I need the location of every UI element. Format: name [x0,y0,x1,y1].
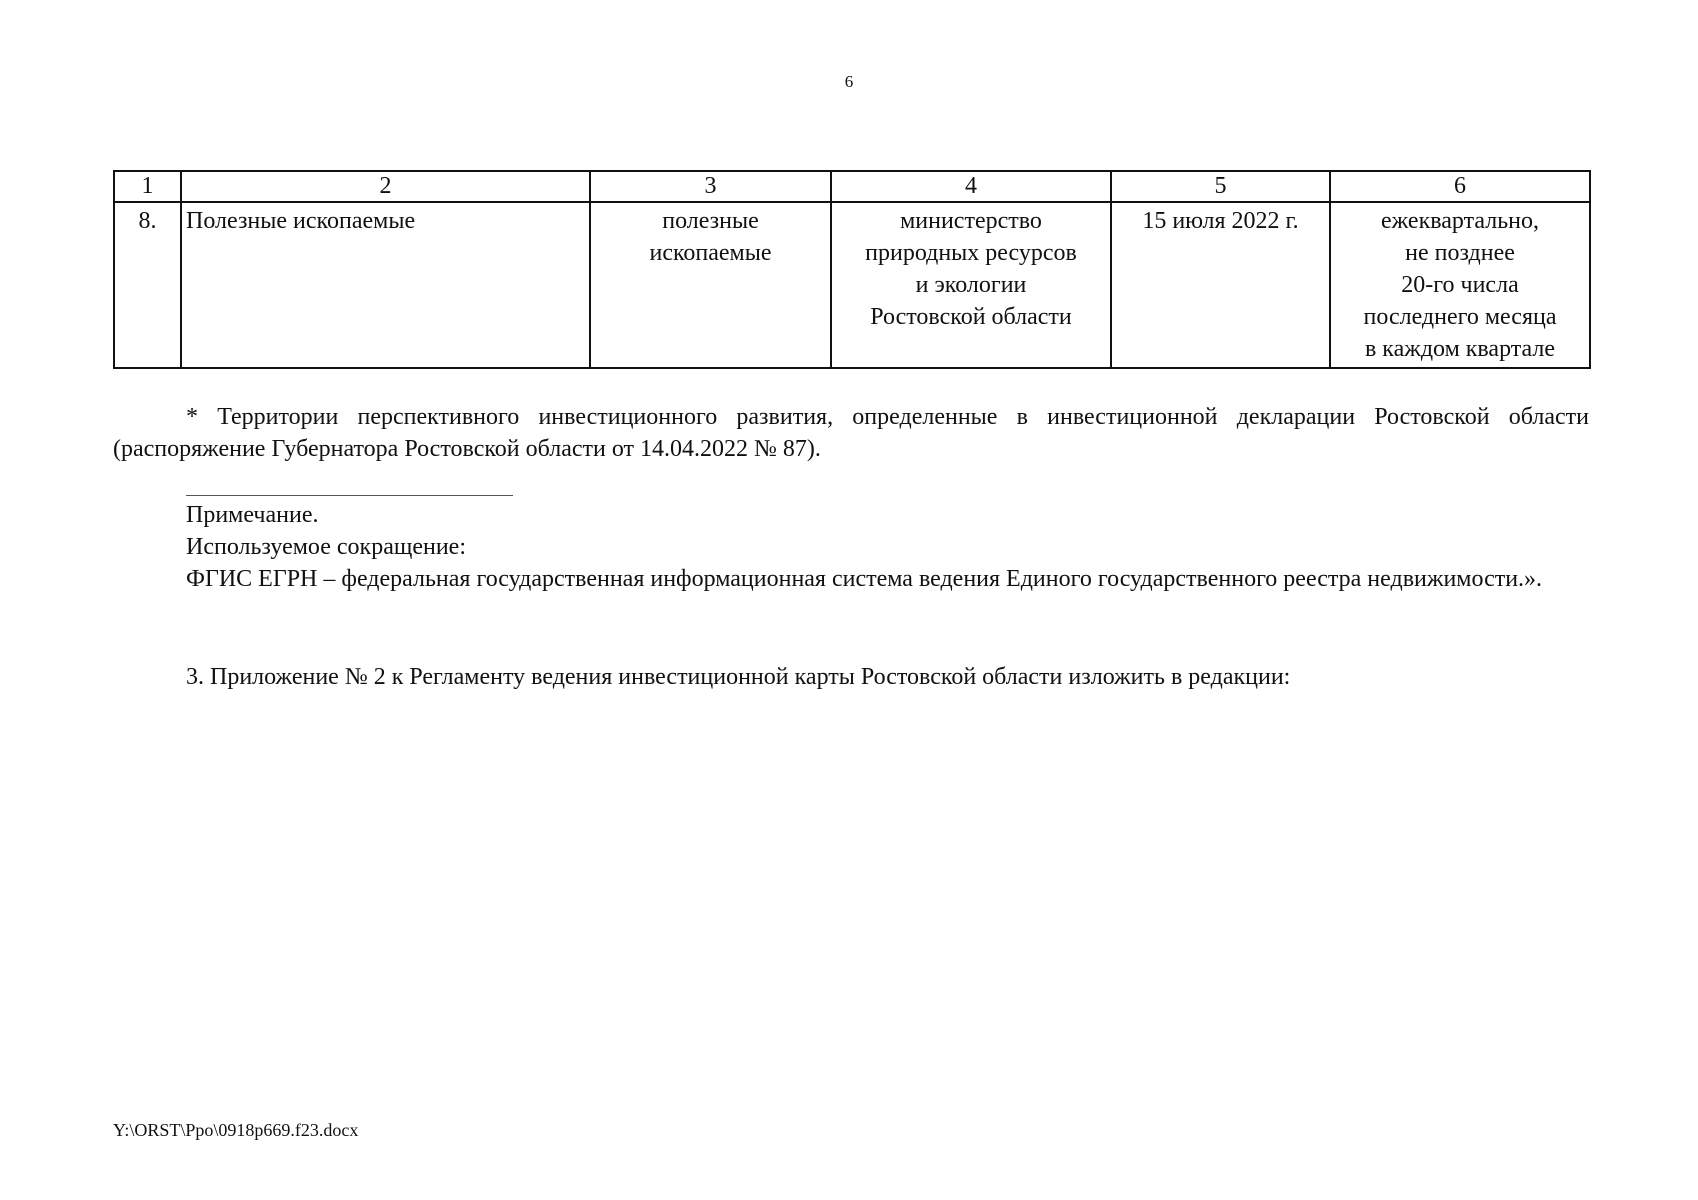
page-number: 6 [844,72,854,91]
row-number-cell: 8. [114,202,181,368]
data-table [113,170,1591,369]
note-title: Примечание. [186,502,319,528]
column-header: 4 [831,171,1111,202]
note-abbreviation: ФГИС ЕГРН – федеральная государственная информационная система ведения Единого государственного реестра недвижимости.». [186,566,1543,592]
footnote [113,401,1589,465]
item-3 [113,661,1589,693]
item-3-text: 3. Приложение № 2 к Регламенту ведения инвестиционной карты Ростовской области изложить в редакции: [186,664,1291,690]
note-subtitle: Используемое сокращение: [186,534,466,560]
date-cell: 15 июля 2022 г. [1111,202,1330,368]
layer-name-cell: Полезные ископаемые [181,202,590,368]
table-header-row [114,171,1590,202]
frequency-cell: ежеквартально, не позднее 20-го числа последнего месяца в каждом квартале [1330,202,1590,368]
column-header: 6 [1330,171,1590,202]
column-header: 2 [181,171,590,202]
file-path: Y:\ORST\Ppo\0918p669.f23.docx [113,1120,359,1140]
column-header: 1 [114,171,181,202]
column-header: 3 [590,171,831,202]
column-header: 5 [1111,171,1330,202]
table-row [114,202,1590,368]
footnote-text: * Территории перспективного инвестиционного развития, определенные в инвестиционной декларации Ростовской области (распоряжение Губернатора Ростовской области от 14.04.2022 № 87). [113,404,1589,462]
note-block [113,499,1589,595]
layer-cell: полезные ископаемые [590,202,831,368]
note-separator-line [186,495,513,496]
responsible-cell: министерство природных ресурсов и экологии Ростовской области [831,202,1111,368]
